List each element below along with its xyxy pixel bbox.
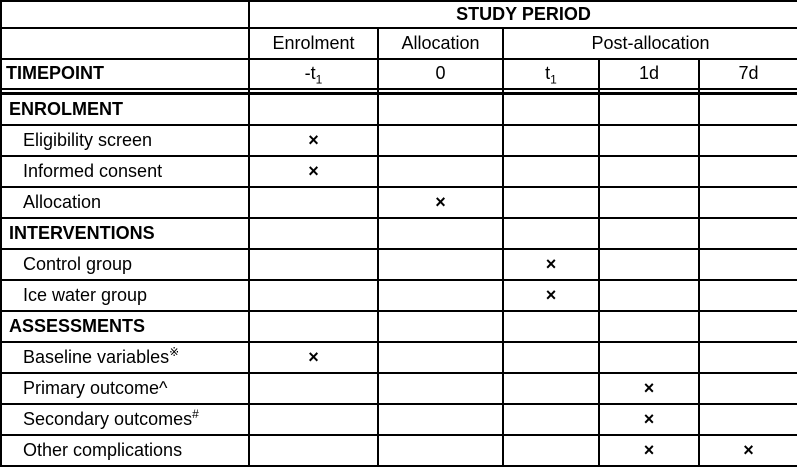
empty-cell bbox=[249, 218, 378, 249]
empty-cell bbox=[699, 218, 797, 249]
empty-cell bbox=[503, 342, 599, 373]
item-row bbox=[1, 156, 797, 187]
row-label: Primary outcome^ bbox=[1, 373, 249, 404]
empty-cell bbox=[503, 373, 599, 404]
mark-cell: × bbox=[503, 280, 599, 311]
empty-cell bbox=[699, 249, 797, 280]
empty-cell bbox=[378, 404, 503, 435]
timepoint-subscript: 1 bbox=[550, 72, 557, 87]
corner-cell-top bbox=[1, 1, 249, 28]
footnote-symbol: # bbox=[192, 406, 199, 421]
empty-cell bbox=[503, 218, 599, 249]
timepoint-base: 1d bbox=[638, 63, 660, 84]
row-label: Ice water group bbox=[1, 280, 249, 311]
item-row bbox=[1, 249, 797, 280]
footnote-symbol: ※ bbox=[169, 344, 180, 359]
empty-cell bbox=[378, 342, 503, 373]
empty-cell bbox=[599, 311, 699, 342]
row-label: Control group bbox=[1, 249, 249, 280]
empty-cell bbox=[249, 187, 378, 218]
mark-cell: × bbox=[699, 435, 797, 466]
mark-cell: × bbox=[249, 342, 378, 373]
item-row bbox=[1, 373, 797, 404]
study-period-title: STUDY PERIOD bbox=[249, 1, 797, 28]
row-label: Informed consent bbox=[1, 156, 249, 187]
empty-cell bbox=[503, 125, 599, 156]
period-group-enrolment: Enrolment bbox=[249, 28, 378, 59]
period-group-post-allocation: Post-allocation bbox=[503, 28, 797, 59]
row-label: Eligibility screen bbox=[1, 125, 249, 156]
corner-cell-middle bbox=[1, 28, 249, 59]
section-row bbox=[1, 218, 797, 249]
empty-cell bbox=[699, 187, 797, 218]
item-row bbox=[1, 125, 797, 156]
empty-cell bbox=[378, 311, 503, 342]
item-row bbox=[1, 187, 797, 218]
empty-cell bbox=[378, 249, 503, 280]
section-row bbox=[1, 94, 797, 126]
timepoint-subscript: 1 bbox=[315, 72, 323, 87]
row-label: Baseline variables※ bbox=[1, 342, 249, 373]
empty-cell bbox=[503, 311, 599, 342]
mark-cell: × bbox=[599, 373, 699, 404]
empty-cell bbox=[599, 342, 699, 373]
empty-cell bbox=[249, 249, 378, 280]
timepoint-base: 7d bbox=[738, 63, 759, 84]
empty-cell bbox=[503, 187, 599, 218]
timepoint-row bbox=[1, 59, 797, 89]
mark-cell: × bbox=[249, 125, 378, 156]
timepoint-cell-0 bbox=[378, 59, 503, 89]
row-label: Secondary outcomes# bbox=[1, 404, 249, 435]
period-groups-row bbox=[1, 28, 797, 59]
empty-cell bbox=[378, 218, 503, 249]
timepoint-cell-7d bbox=[699, 59, 797, 89]
empty-cell bbox=[699, 311, 797, 342]
empty-cell bbox=[249, 404, 378, 435]
mark-cell: × bbox=[249, 156, 378, 187]
period-group-allocation: Allocation bbox=[378, 28, 503, 59]
schedule-body bbox=[1, 94, 797, 467]
empty-cell bbox=[699, 342, 797, 373]
empty-cell bbox=[503, 156, 599, 187]
study-period-row bbox=[1, 1, 797, 28]
section-row bbox=[1, 311, 797, 342]
empty-cell bbox=[699, 373, 797, 404]
row-label: INTERVENTIONS bbox=[1, 218, 249, 249]
empty-cell bbox=[599, 156, 699, 187]
empty-cell bbox=[599, 125, 699, 156]
row-label: Other complications bbox=[1, 435, 249, 466]
empty-cell bbox=[378, 125, 503, 156]
empty-cell bbox=[249, 373, 378, 404]
empty-cell bbox=[503, 94, 599, 126]
empty-cell bbox=[599, 249, 699, 280]
timepoint-base: -t bbox=[304, 63, 316, 84]
empty-cell bbox=[599, 218, 699, 249]
item-row bbox=[1, 404, 797, 435]
timepoint-base: 0 bbox=[435, 63, 446, 84]
empty-cell bbox=[699, 280, 797, 311]
timepoint-base: t bbox=[545, 63, 551, 84]
row-label: ASSESSMENTS bbox=[1, 311, 249, 342]
item-row bbox=[1, 280, 797, 311]
mark-cell: × bbox=[378, 187, 503, 218]
empty-cell bbox=[378, 280, 503, 311]
empty-cell bbox=[699, 404, 797, 435]
empty-cell bbox=[249, 280, 378, 311]
timepoint-cell-1d bbox=[599, 59, 699, 89]
timepoint-header: TIMEPOINT bbox=[1, 59, 249, 89]
empty-cell bbox=[249, 94, 378, 126]
row-label: Allocation bbox=[1, 187, 249, 218]
timepoint-cell-minus-t1 bbox=[249, 59, 378, 89]
empty-cell bbox=[249, 311, 378, 342]
empty-cell bbox=[699, 156, 797, 187]
item-row bbox=[1, 435, 797, 466]
empty-cell bbox=[503, 404, 599, 435]
mark-cell: × bbox=[599, 404, 699, 435]
row-label: ENROLMENT bbox=[1, 94, 249, 126]
empty-cell bbox=[599, 280, 699, 311]
empty-cell bbox=[378, 156, 503, 187]
mark-cell: × bbox=[599, 435, 699, 466]
empty-cell bbox=[378, 373, 503, 404]
empty-cell bbox=[503, 435, 599, 466]
empty-cell bbox=[699, 125, 797, 156]
timepoint-cell-t1 bbox=[503, 59, 599, 89]
empty-cell bbox=[378, 435, 503, 466]
item-row bbox=[1, 342, 797, 373]
mark-cell: × bbox=[503, 249, 599, 280]
empty-cell bbox=[599, 187, 699, 218]
empty-cell bbox=[699, 94, 797, 126]
empty-cell bbox=[249, 435, 378, 466]
empty-cell bbox=[378, 94, 503, 126]
empty-cell bbox=[599, 94, 699, 126]
table-header bbox=[1, 1, 797, 94]
